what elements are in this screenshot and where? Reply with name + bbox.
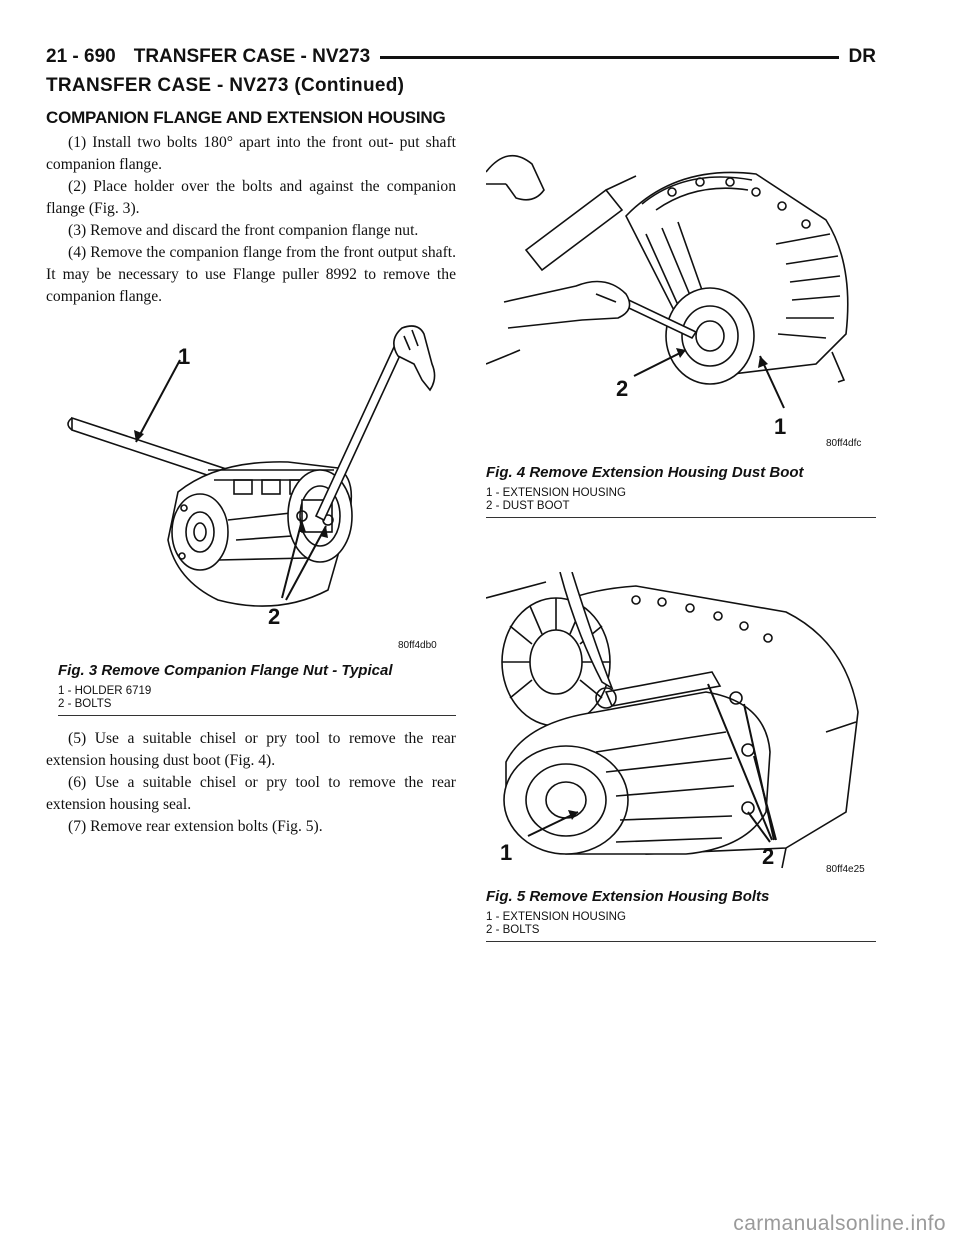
fig3-image-code: 80ff4db0 [398, 640, 437, 651]
figure-3 [58, 320, 456, 716]
left-column-steps-2 [46, 728, 456, 838]
header-model-code: DR [848, 46, 876, 67]
step-2: (2) Place holder over the bolts and against the companion flange (Fig. 3). [46, 178, 456, 217]
header-section-title: TRANSFER CASE - NV273 [133, 46, 371, 67]
figure-3-caption: Fig. 3 Remove Companion Flange Nut - Typical [58, 662, 393, 679]
figure-5-illustration [486, 572, 876, 884]
figure-4-rule [486, 517, 876, 518]
figure-3-legend-item: 1 - HOLDER 6719 [58, 685, 152, 697]
left-column [46, 108, 456, 308]
fig3-callout-1 [134, 360, 180, 442]
step-3: (3) Remove and discard the front companion flange nut. [68, 222, 419, 239]
figure-4 [486, 124, 876, 518]
fig3-label-1: 1 [178, 344, 191, 369]
figure-4-legend-item: 2 - DUST BOOT [486, 500, 570, 512]
figure-5-legend-item: 1 - EXTENSION HOUSING [486, 911, 626, 923]
step-5: (5) Use a suitable chisel or pry tool to remove the rear extension housing dust boot (Fig. 4). [46, 730, 456, 769]
section-title: COMPANION FLANGE AND EXTENSION HOUSING [46, 108, 446, 127]
fig3-label-2: 2 [268, 604, 281, 629]
fig5-label-1: 1 [500, 840, 513, 865]
figure-5-caption: Fig. 5 Remove Extension Housing Bolts [486, 888, 770, 905]
step-7: (7) Remove rear extension bolts (Fig. 5). [68, 818, 323, 835]
figure-4-caption: Fig. 4 Remove Extension Housing Dust Boot [486, 464, 804, 481]
figure-5 [486, 572, 876, 942]
header-rule [380, 56, 838, 59]
figure-5-legend [486, 911, 876, 937]
fig4-image-code: 80ff4dfc [826, 438, 862, 449]
figure-4-legend-item: 1 - EXTENSION HOUSING [486, 487, 626, 499]
figure-4-legend [486, 487, 876, 513]
fig4-label-1: 1 [774, 414, 787, 439]
continued-title: TRANSFER CASE - NV273 (Continued) [46, 75, 405, 96]
figure-3-rule [58, 715, 456, 716]
step-4: (4) Remove the companion flange from the front output shaft. It may be necessary to use Flange puller 8992 to remove the companion flange. [46, 244, 456, 305]
fig4-label-2: 2 [616, 376, 629, 401]
page-header [46, 42, 876, 72]
figure-3-legend [58, 685, 456, 711]
step-1: (1) Install two bolts 180° apart into the front out- put shaft companion flange. [46, 134, 456, 173]
figure-3-illustration [58, 320, 456, 658]
figure-3-legend-item: 2 - BOLTS [58, 698, 112, 710]
figure-5-rule [486, 941, 876, 942]
fig5-label-2: 2 [762, 844, 775, 869]
page-number: 21 - 690 [46, 46, 116, 67]
figure-4-illustration [486, 124, 876, 460]
fig5-image-code: 80ff4e25 [826, 864, 865, 875]
step-6: (6) Use a suitable chisel or pry tool to remove the rear extension housing seal. [46, 774, 456, 813]
figure-5-legend-item: 2 - BOLTS [486, 924, 540, 936]
watermark: carmanualsonline.info [733, 1212, 946, 1235]
